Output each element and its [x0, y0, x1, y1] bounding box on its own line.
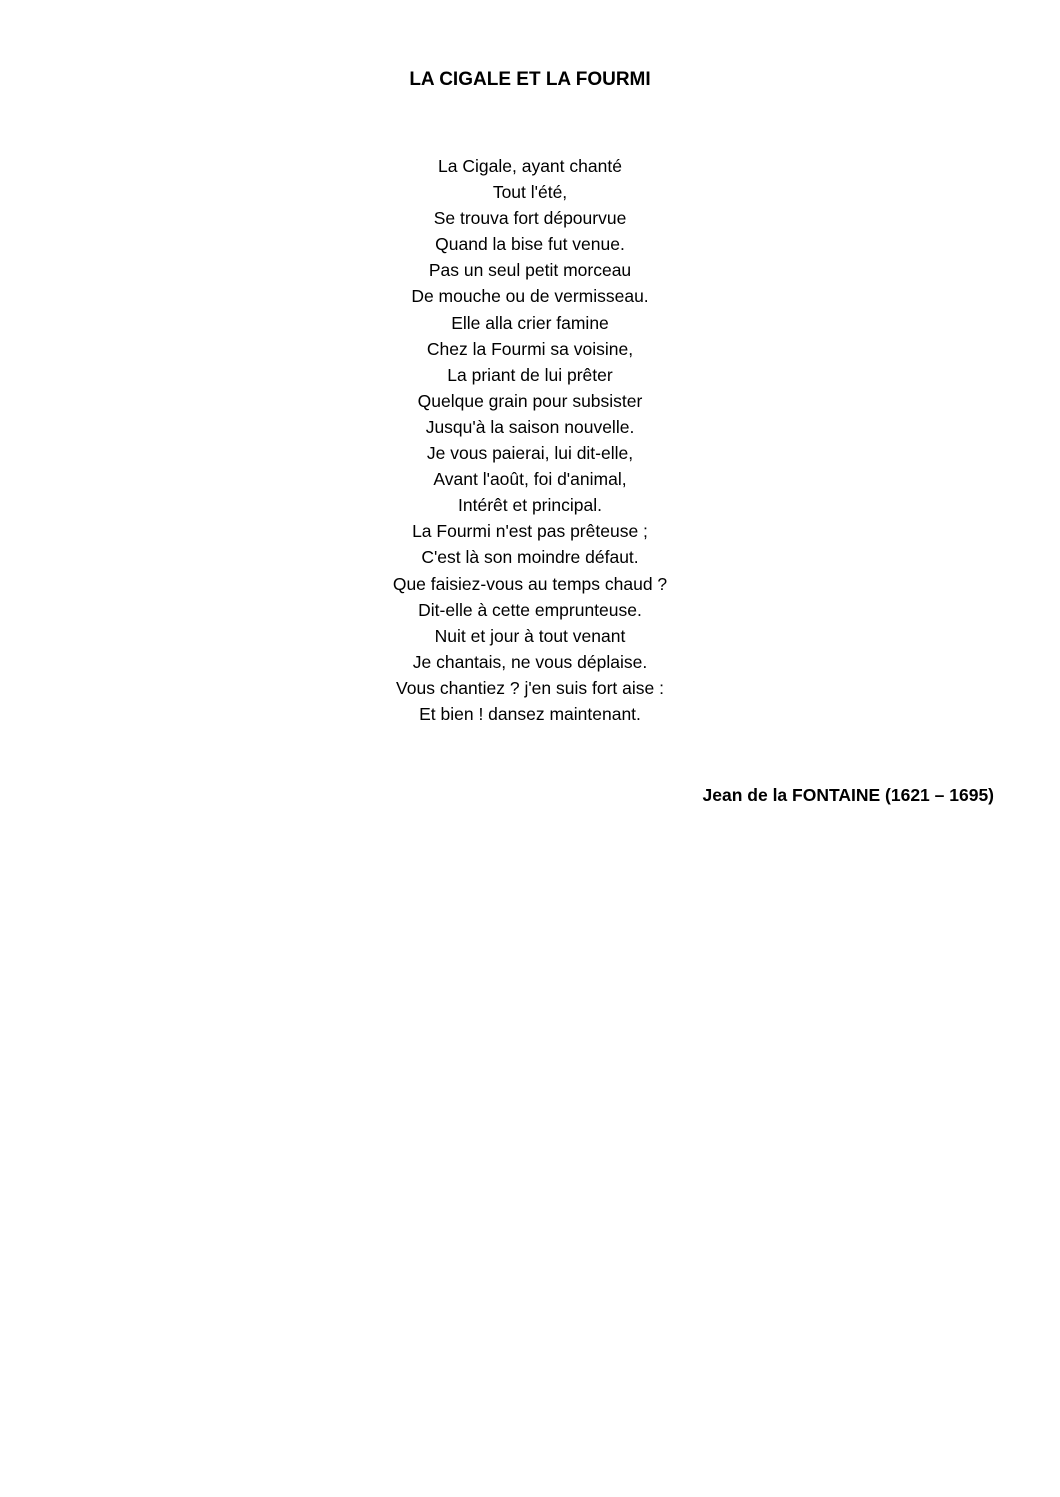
poem-line: La Cigale, ayant chanté [438, 156, 622, 176]
poem-line: Jusqu'à la saison nouvelle. [425, 416, 635, 437]
poem-body [0, 153, 1060, 727]
poem-line: Que faisiez-vous au temps chaud ? [392, 573, 668, 594]
author-attribution: Jean de la FONTAINE (1621 – 1695) [702, 785, 994, 805]
poem-line: C'est là son moindre défaut. [421, 547, 639, 568]
poem-line: Dit-elle à cette emprunteuse. [418, 599, 642, 620]
poem-line: Pas un seul petit morceau [428, 260, 632, 281]
poem-line: Quelque grain pour subsister [417, 390, 643, 411]
poem-line: Chez la Fourmi sa voisine, [426, 338, 634, 359]
poem-line: Avant l'août, foi d'animal, [433, 469, 627, 490]
poem-line: La priant de lui prêter [447, 364, 613, 385]
poem-line: De mouche ou de vermisseau. [411, 286, 649, 307]
poem-line: Je chantais, ne vous déplaise. [412, 651, 648, 672]
poem-line: Elle alla crier famine [451, 312, 609, 333]
poem-line: Et bien ! dansez maintenant. [419, 703, 641, 724]
poem-title: LA CIGALE ET LA FOURMI [409, 69, 651, 90]
poem-line: Quand la bise fut venue. [435, 234, 625, 255]
poem-line: Se trouva fort dépourvue [433, 208, 627, 229]
poem-line: La Fourmi n'est pas prêteuse ; [412, 521, 648, 542]
poem-line: Vous chantiez ? j'en suis fort aise : [396, 677, 664, 698]
poem-line: Intérêt et principal. [458, 495, 602, 516]
poem-line: Je vous paierai, lui dit-elle, [426, 443, 634, 464]
poem-line: Tout l'été, [492, 182, 568, 203]
poem-line: Nuit et jour à tout venant [434, 625, 626, 646]
